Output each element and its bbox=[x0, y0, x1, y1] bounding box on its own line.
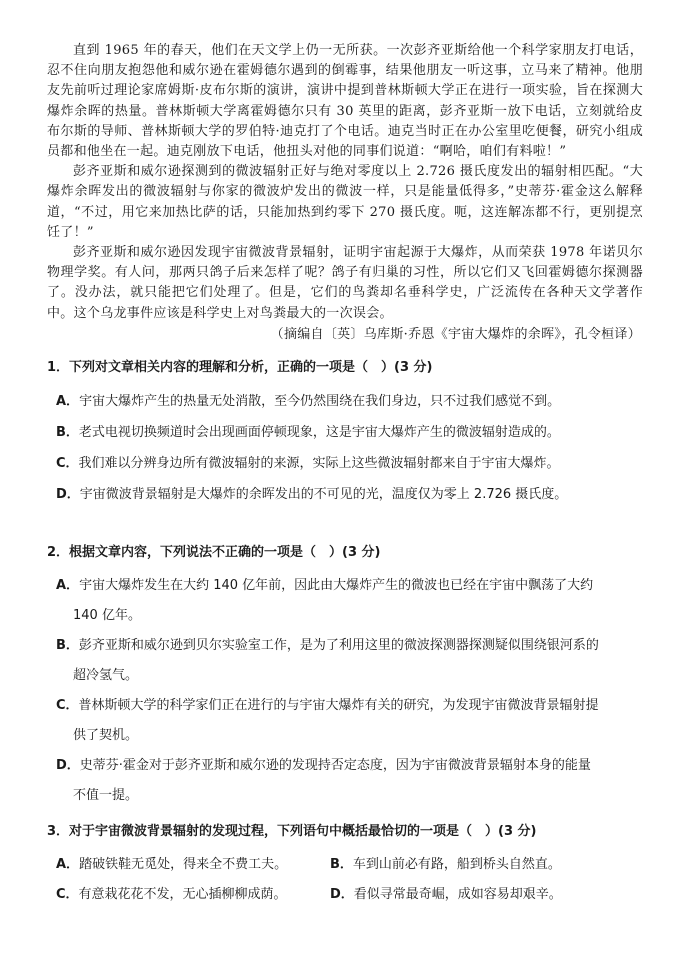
option-text: 宇宙大爆炸产生的热量无处消散，至今仍然围绕在我们身边，只不过我们感觉不到。 bbox=[79, 394, 561, 409]
reading-passage bbox=[47, 41, 643, 345]
option-c[interactable] bbox=[47, 448, 647, 479]
option-text-continued: 供了契机。 bbox=[73, 728, 139, 743]
question-1 bbox=[47, 358, 647, 510]
option-text-continued: 140 亿年。 bbox=[73, 608, 141, 623]
option-text: 有意栽花花不发，无心插柳柳成荫。 bbox=[78, 887, 287, 902]
option-row bbox=[47, 880, 647, 910]
option-text: 老式电视切换频道时会出现画面停顿现象，这是宇宙大爆炸产生的微波辐射造成的。 bbox=[78, 425, 560, 440]
passage-source: （摘编自〔英〕乌库斯·乔恩《宇宙大爆炸的余晖》，孔令桓译） bbox=[270, 326, 641, 342]
option-label: A． bbox=[56, 394, 80, 409]
option-text: 宇宙大爆炸发生在大约 140 亿年前，因此由大爆炸产生的微波也已经在宇宙中飘荡了大约 bbox=[79, 578, 594, 593]
option-c[interactable] bbox=[47, 691, 647, 751]
option-b[interactable] bbox=[330, 850, 604, 880]
option-row bbox=[47, 850, 647, 880]
question-3 bbox=[47, 822, 647, 910]
option-text-continued: 超冷氢气。 bbox=[73, 668, 139, 683]
option-text: 宇宙微波背景辐射是大爆炸的余晖发出的不可见的光，温度仅为零上 2.726 摄氏度。 bbox=[79, 487, 568, 502]
option-label: B． bbox=[56, 638, 79, 653]
option-a[interactable] bbox=[47, 386, 647, 417]
option-label: B． bbox=[330, 857, 353, 872]
passage-paragraph-2: 彭齐亚斯和威尔逊探测到的微波辐射正好与绝对零度以上 2.726 摄氏度发出的辐射相匹配。“大爆炸余晖发出的微波辐射与你家的微波炉发出的微波一样，只是能量低得多，”史蒂芬·霍金这么解释道，“不过，用它来加热比萨的话，只能加热到约零下 270 摄氏度。呃，这连解冻都不行，更别提烹饪了！” bbox=[47, 164, 643, 240]
question-stem: 2．根据文章内容，下列说法不正确的一项是（ ）(3 分) bbox=[47, 545, 381, 560]
question-stem: 3．对于宇宙微波背景辐射的发现过程，下列语句中概括最恰切的一项是（ ）(3 分) bbox=[47, 824, 537, 839]
option-label: A． bbox=[56, 857, 80, 872]
option-d[interactable] bbox=[47, 479, 647, 510]
option-text: 踏破铁鞋无觅处，得来全不费工夫。 bbox=[79, 857, 288, 872]
option-d[interactable] bbox=[330, 880, 604, 910]
option-label: D． bbox=[330, 887, 354, 902]
option-c[interactable] bbox=[56, 880, 330, 910]
option-text: 看似寻常最奇崛，成如容易却艰辛。 bbox=[353, 887, 562, 902]
option-label: B． bbox=[56, 425, 79, 440]
option-label: D． bbox=[56, 758, 80, 773]
option-text: 普林斯顿大学的科学家们正在进行的与宇宙大爆炸有关的研究，为发现宇宙微波背景辐射提 bbox=[78, 698, 599, 713]
option-text: 车到山前必有路，船到桥头自然直。 bbox=[352, 857, 561, 872]
option-a[interactable] bbox=[56, 850, 330, 880]
option-label: C． bbox=[56, 698, 79, 713]
question-2 bbox=[47, 543, 647, 811]
passage-paragraph-1: 直到 1965 年的春天，他们在天文学上仍一无所获。一次彭齐亚斯给他一个科学家朋友打电话，忍不住向朋友抱怨他和威尔逊在霍姆德尔遇到的倒霉事，结果他朋友一听这事，立马来了精神。他朋友先前听过理论家席姆斯·皮布尔斯的演讲，演讲中提到普林斯顿大学正在进行一项实验，旨在探测大爆炸余晖的热量。普林斯顿大学离霍姆德尔只有 30 英里的距离，彭齐亚斯一放下电话，立刻就给皮布尔斯的导师、普林斯顿大学的罗伯特·迪克打了个电话。迪克当时正在办公室里吃便餐，研究小组成员都和他坐在一起。迪克刚放下电话，他扭头对他的同事们说道：“啊哈，咱们有料啦！” bbox=[47, 43, 643, 160]
option-b[interactable] bbox=[47, 631, 647, 691]
question-stem: 1．下列对文章相关内容的理解和分析，正确的一项是（ ）(3 分) bbox=[47, 360, 433, 375]
option-d[interactable] bbox=[47, 751, 647, 811]
option-label: C． bbox=[56, 887, 79, 902]
option-label: C． bbox=[56, 456, 79, 471]
option-label: A． bbox=[56, 578, 80, 593]
option-text: 史蒂芬·霍金对于彭齐亚斯和威尔逊的发现持否定态度，因为宇宙微波背景辐射本身的能量 bbox=[79, 758, 591, 773]
option-b[interactable] bbox=[47, 417, 647, 448]
option-label: D． bbox=[56, 487, 80, 502]
option-text: 我们难以分辨身边所有微波辐射的来源，实际上这些微波辐射都来自于宇宙大爆炸。 bbox=[78, 456, 560, 471]
option-text: 彭齐亚斯和威尔逊到贝尔实验室工作，是为了利用这里的微波探测器探测疑似围绕银河系的 bbox=[78, 638, 599, 653]
passage-paragraph-3: 彭齐亚斯和威尔逊因发现宇宙微波背景辐射，证明宇宙起源于大爆炸，从而荣获 1978 年诺贝尔物理学奖。有人问，那两只鸽子后来怎样了呢？鸽子有归巢的习性，所以它们又飞回霍姆德尔探测器了。没办法，就只能把它们处理了。但是，它们的鸟粪却名垂科学史，广泛流传在各种天文学著作中。这个乌龙事件应该是科学史上对鸟粪最大的一次误会。 bbox=[47, 245, 643, 321]
option-text-continued: 不值一提。 bbox=[73, 788, 139, 803]
option-a[interactable] bbox=[47, 571, 647, 631]
